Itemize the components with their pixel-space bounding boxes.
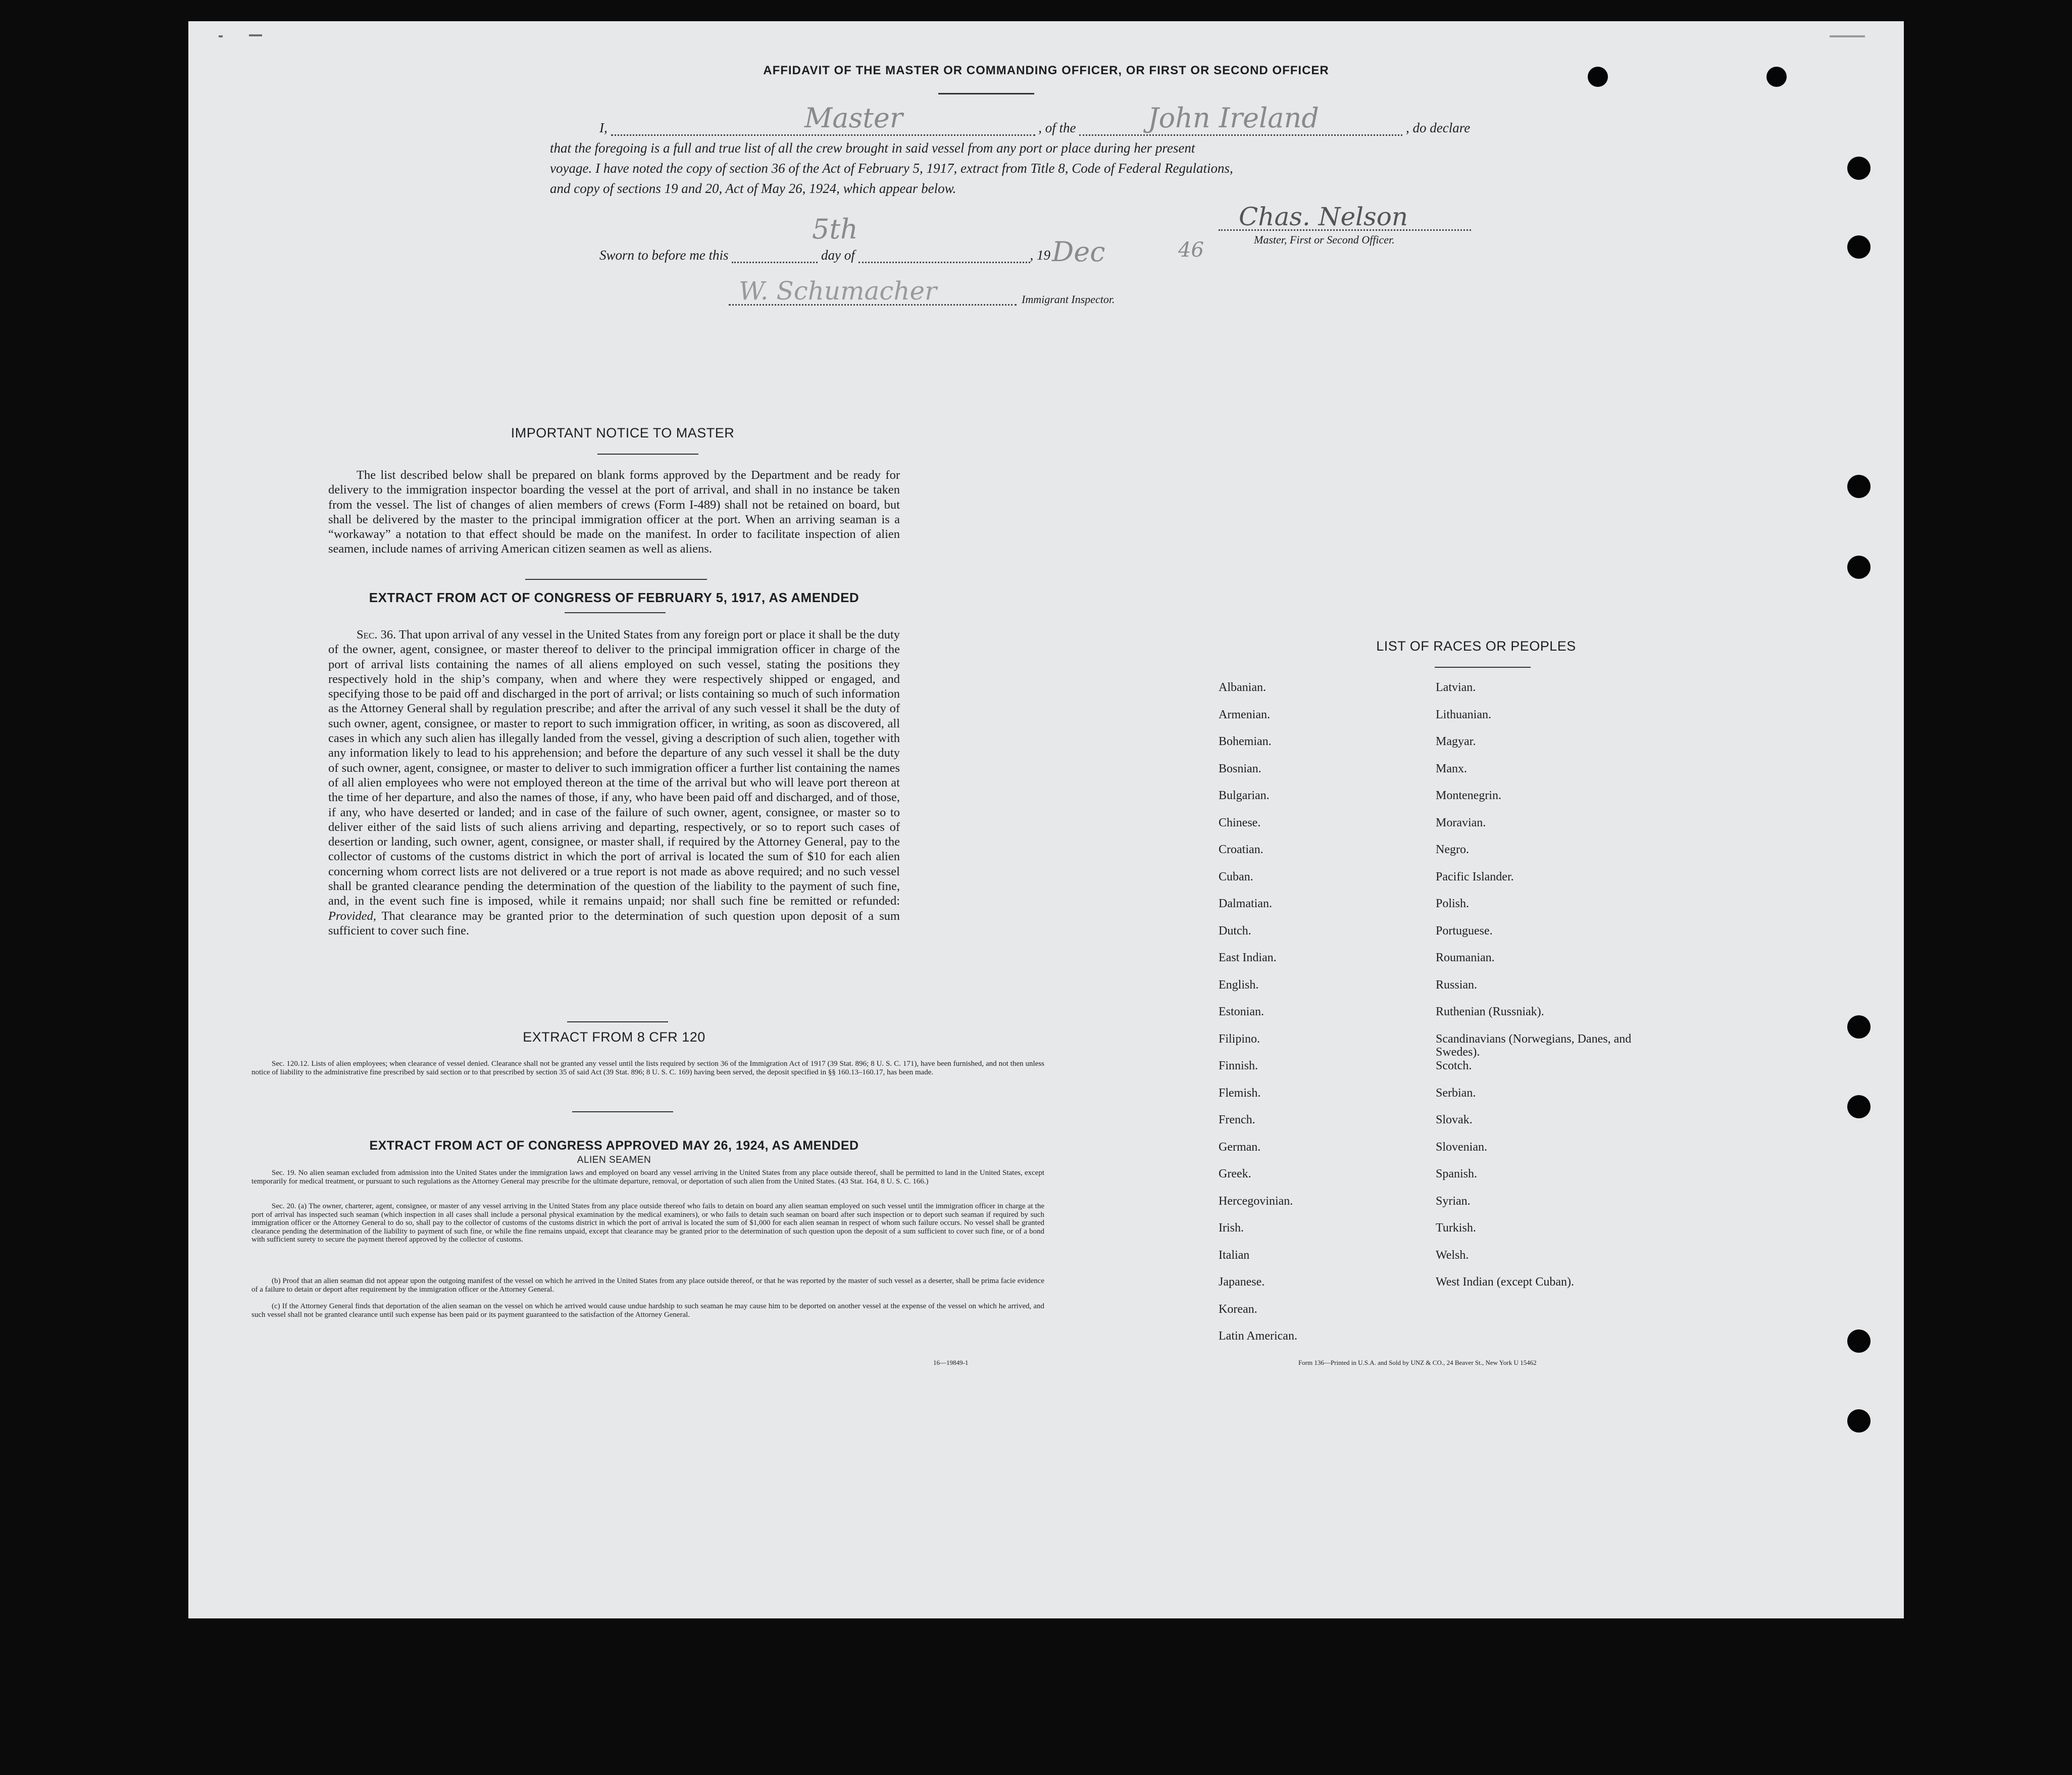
race-item-left: Albanian. [1219, 681, 1266, 694]
year-handwritten: 46 [1178, 238, 1204, 262]
race-item-left: English. [1219, 978, 1259, 992]
i-label: I, [599, 120, 608, 135]
sec-36-label: Sec. 36. [357, 628, 396, 642]
scuff-mark [219, 35, 223, 37]
month-handwritten: Dec [1052, 236, 1105, 268]
race-item-right: Manx. [1436, 762, 1467, 775]
race-item-left: Finnish. [1219, 1059, 1258, 1072]
officer-signature: Chas. Nelson [1239, 202, 1408, 231]
race-item-right: Polish. [1436, 897, 1470, 910]
punch-hole [1847, 1409, 1871, 1433]
sec-20c-body: (c) If the Attorney General finds that deportation of the alien seaman on the vessel on which he arrived would cause undue hardship to such seaman he may cause him to be deported on another vessel at the expense of the vessel on which he arrived, and such vessel shall not be granted clearance until such expense has been paid or its payment guaranteed to the satisfaction of the Attorney General. [251, 1302, 1044, 1319]
extract-1924-heading: EXTRACT FROM ACT OF CONGRESS APPROVED MAY 26, 1924, AS AMENDED [369, 1139, 859, 1153]
race-item-left: Italian [1219, 1248, 1250, 1262]
race-item-right: Magyar. [1436, 735, 1476, 748]
race-item-right: Spanish. [1436, 1167, 1478, 1180]
inspector-signature: W. Schumacher [739, 276, 937, 306]
year-prefix: , 19 [1030, 248, 1050, 263]
inspector-caption: Immigrant Inspector. [1022, 293, 1115, 306]
race-item-right: Negro. [1436, 843, 1469, 856]
sec-36-text-cont: That clearance may be granted prior to the determination of such question upon deposit of a sum sufficient to cover such fine. [328, 909, 900, 938]
punch-hole [1847, 1329, 1871, 1353]
sec-19-body: Sec. 19. No alien seaman excluded from admission into the United States under the immigration laws and employed on board any vessel arriving in the United States from any place outside thereof, shall be permitted to land in the United States, except temporarily for medical treatment, or pursuant to such regulations as the Attorney General may prescribe for the ultimate departure, removal, or deportation of such alien from the United States. (43 Stat. 164, 8 U. S. C. 166.) [251, 1169, 1044, 1186]
race-item-right: Moravian. [1436, 816, 1486, 829]
extract-1924-subheading: ALIEN SEAMEN [577, 1155, 651, 1165]
extract-cfr-divider [572, 1111, 673, 1112]
master-blank [611, 134, 1035, 136]
title-underline [938, 93, 1034, 94]
race-item-right: West Indian (except Cuban). [1436, 1275, 1574, 1289]
race-item-left: French. [1219, 1113, 1255, 1126]
officer-caption: Master, First or Second Officer. [1254, 233, 1395, 246]
of-the-label: , of the [1038, 120, 1076, 135]
race-item-right: Scotch. [1436, 1059, 1472, 1072]
do-declare-label: , do declare [1406, 120, 1471, 135]
race-item-left: Estonian. [1219, 1005, 1264, 1018]
race-item-right: Latvian. [1436, 681, 1476, 694]
notice-divider [525, 579, 707, 580]
sec-20b-body: (b) Proof that an alien seaman did not appear upon the outgoing manifest of the vessel on which he arrived in the United States from any place outside thereof, or that he was reported by the master of such vessel as a deserter, shall be prima facie evidence of a failure to detain or deport after requirement by the immigration officer or the Attorney General. [251, 1277, 1044, 1294]
punch-hole [1847, 1015, 1871, 1039]
race-item-right: Lithuanian. [1436, 708, 1491, 721]
affidavit-line-1 [599, 120, 1470, 136]
race-item-left: Dutch. [1219, 924, 1251, 938]
race-item-left: Bohemian. [1219, 735, 1272, 748]
punch-hole [1847, 1095, 1871, 1118]
race-item-left: Hercegovinian. [1219, 1194, 1293, 1208]
race-item-right: Welsh. [1436, 1248, 1469, 1262]
race-item-right: Syrian. [1436, 1194, 1471, 1208]
punch-hole [1847, 475, 1871, 498]
races-rule [1435, 667, 1531, 668]
provided-label: Provided, [328, 909, 377, 923]
sec-20a-body: Sec. 20. (a) The owner, charterer, agent, consignee, or master of any vessel arriving in the United States from any place outside thereof who fails to detain on board any alien seaman employed on such vessel until the immigration officer in charge at the port of arrival has inspected such seaman (which inspection in all cases shall include a personal physical examination by the medical examiners), or who fails to detain such seaman on board after such inspection or to deport such seaman if required by such immigration officer or the Attorney General to do so, shall pay to the collector of customs of the customs district in which the port of arrival is located the sum of $1,000 for each alien seaman in respect of whom such failure occurs. No vessel shall be granted clearance pending the determination of the liability to payment of such fine, or while the fine remains unpaid, except that clearance may be granted prior to the determination of such question upon the deposit of a sum sufficient to cover such fine, or of a bond with sufficient surety to secure the payment thereof approved by the collector of customs. [251, 1202, 1044, 1244]
race-item-right: Serbian. [1436, 1086, 1476, 1100]
vessel-blank [1079, 134, 1402, 136]
master-handwritten: Master [804, 102, 903, 134]
race-item-left: German. [1219, 1140, 1261, 1154]
race-item-left: Korean. [1219, 1302, 1257, 1316]
race-item-right: Roumanian. [1436, 951, 1495, 964]
race-item-right: Portuguese. [1436, 924, 1493, 938]
notice-rule [597, 454, 698, 455]
race-item-right: Ruthenian (Russniak). [1436, 1005, 1544, 1018]
race-item-right: Pacific Islander. [1436, 870, 1514, 883]
race-item-right: Slovenian. [1436, 1140, 1487, 1154]
race-item-right: Slovak. [1436, 1113, 1473, 1126]
extract-cfr-heading: EXTRACT FROM 8 CFR 120 [523, 1029, 705, 1045]
race-item-left: Filipino. [1219, 1032, 1260, 1046]
race-item-left: Bosnian. [1219, 762, 1261, 775]
race-item-left: Greek. [1219, 1167, 1251, 1180]
punch-hole [1847, 235, 1871, 259]
punch-hole [1847, 157, 1871, 180]
day-handwritten: 5th [812, 213, 858, 245]
notice-body: The list described below shall be prepared on blank forms approved by the Department and be ready for delivery to the immigration inspector boarding the vessel at the port of arrival, and shall in no instance be taken from the vessel. The list of changes of alien members of crews (Form I-489) shall not be retained on board, but shall be delivered by the master to the principal immigration officer at the port. When an arriving seaman is a “workaway” a notation to that effect should be made on the manifest. In order to facilitate inspection of alien seamen, include names of arriving American citizen seamen as well as aliens. [328, 468, 900, 556]
affidavit-line-3: voyage. I have noted the copy of section 36 of the Act of February 5, 1917, extract from Title 8, Code of Federal Regulations, [550, 161, 1233, 176]
day-blank [732, 262, 818, 263]
race-item-right: Scandinavians (Norwegians, Danes, and Swedes). [1436, 1032, 1632, 1059]
race-item-left: Dalmatian. [1219, 897, 1272, 910]
scuff-mark [249, 34, 262, 36]
printer-imprint: Form 136—Printed in U.S.A. and Sold by UNZ & CO., 24 Beaver St., New York U 15462 [1298, 1359, 1537, 1366]
race-item-left: Cuban. [1219, 870, 1253, 883]
month-blank [858, 262, 1030, 263]
race-item-left: Japanese. [1219, 1275, 1265, 1289]
extract-cfr-body: Sec. 120.12. Lists of alien employees; when clearance of vessel denied. Clearance shall not be granted any vessel until the lists required by section 36 of the Immigration Act of 1917 (39 Stat. 896; 8 U. S. C. 171), have been furnished, and not then unless notice of liability to the administrative fine prescribed by said section or to that prescribed by section 35 of said Act (39 Stat. 896; 8 U. S. C. 169) having been served, the deposit specified in §§ 160.13–160.17, has been made. [251, 1060, 1044, 1076]
race-item-left: Flemish. [1219, 1086, 1261, 1100]
day-of-label: day of [821, 248, 855, 263]
races-heading: LIST OF RACES OR PEOPLES [1376, 638, 1576, 654]
race-item-left: Latin American. [1219, 1329, 1297, 1343]
inspector-signature-line [729, 304, 1017, 306]
race-item-left: Chinese. [1219, 816, 1261, 829]
officer-signature-line [1219, 229, 1471, 231]
sworn-label: Sworn to before me this [599, 248, 729, 263]
race-item-right: Russian. [1436, 978, 1478, 992]
affidavit-title: AFFIDAVIT OF THE MASTER OR COMMANDING OFFICER, OR FIRST OR SECOND OFFICER [763, 64, 1329, 77]
extract-1917-body [328, 627, 900, 938]
race-item-right: Montenegrin. [1436, 789, 1501, 802]
extract-1917-heading: EXTRACT FROM ACT OF CONGRESS OF FEBRUARY 5, 1917, AS AMENDED [369, 590, 860, 605]
document-sheet [188, 21, 1904, 1618]
extract-1917-rule [565, 612, 666, 613]
sec-36-text: That upon arrival of any vessel in the United States from any foreign port or place it shall be the duty of the owner, agent, consignee, or master thereof to deliver to the principal immigration officer in charge of the port of arrival lists containing the names of all aliens employed on such vessel, stating the positions they respectively hold in the ship’s company, when and where they were respectively shipped or engaged, and specifying those to be paid off and discharged in the port of arrival; or lists containing so much of such information as the Attorney General shall by regulation prescribe; and after the arrival of any such vessel it shall be the duty of such owner, agent, consignee, or master to report to such immigration officer, in writing, as soon as discovered, all cases in which any such alien has illegally landed from the vessel, giving a description of such alien, together with any information likely to lead to his apprehension; and before the departure of any such vessel it shall be the duty of such owner, agent, consignee, or master to deliver to such immigration officer a further list containing the names of all alien employees who were not employed thereon at the time of the arrival but who will leave port thereon at the time of her departure, and also the names of those, if any, who have been paid off and discharged, and of those, if any, who have deserted or landed; and in case of the failure of such owner, agent, consignee, or master so to deliver either of the said lists of such aliens arriving and departing, respectively, or so to report such cases of desertion or landing, such owner, agent, consignee, or master shall, if required by the Attorney General, pay to the collector of customs of the customs district in which the port of arrival is located the sum of $10 for each alien concerning whom correct lists are not delivered or a true report is not made as above required; and no such vessel shall be granted clearance pending the determination of the question of the liability to the payment of such fine, and, in the event such fine is imposed, while it remains unpaid; nor shall such fine be remitted or refunded: [328, 628, 900, 908]
race-item-left: Bulgarian. [1219, 789, 1270, 802]
race-item-left: Armenian. [1219, 708, 1270, 721]
race-item-left: East Indian. [1219, 951, 1277, 964]
vessel-handwritten: John Ireland [1148, 102, 1319, 134]
notice-heading: IMPORTANT NOTICE TO MASTER [511, 425, 735, 440]
sworn-line [599, 248, 1050, 263]
scuff-mark [1830, 35, 1865, 37]
affidavit-line-4: and copy of sections 19 and 20, Act of May 26, 1924, which appear below. [550, 181, 956, 196]
extract-1917-divider [567, 1021, 668, 1022]
race-item-left: Croatian. [1219, 843, 1264, 856]
form-code: 16—19849-1 [933, 1359, 969, 1366]
punch-hole [1847, 556, 1871, 579]
race-item-left: Irish. [1219, 1221, 1244, 1235]
race-item-right: Turkish. [1436, 1221, 1476, 1235]
affidavit-line-2: that the foregoing is a full and true list of all the crew brought in said vessel from any port or place during her present [550, 140, 1195, 156]
